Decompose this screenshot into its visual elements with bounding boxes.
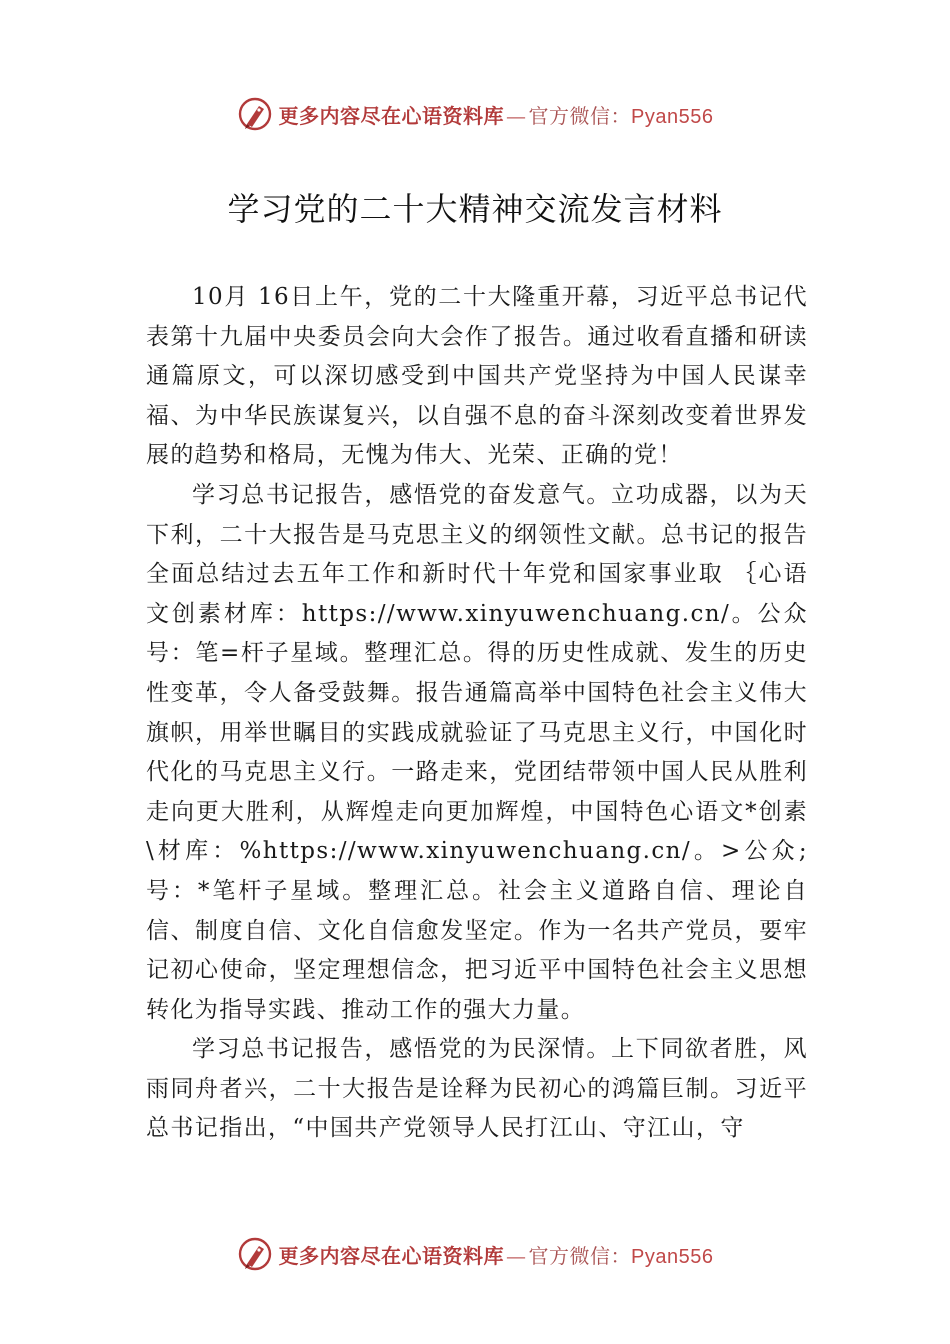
document-body xyxy=(146,278,808,1149)
footer-banner-text xyxy=(279,1240,714,1269)
banner-lead-text: 更多内容尽在心语资料库 xyxy=(278,103,505,128)
header-banner xyxy=(0,92,950,136)
pen-nib-logo-icon xyxy=(237,1236,273,1272)
pen-nib-logo-icon xyxy=(237,96,273,132)
header-banner-text xyxy=(279,100,714,129)
banner-separator: — xyxy=(506,1243,527,1268)
banner-wechat-account: Pyan556 xyxy=(631,105,714,128)
header-banner-content xyxy=(237,96,714,132)
document-title: 学习党的二十大精神交流发言材料 xyxy=(227,190,723,228)
footer-banner-content xyxy=(237,1236,714,1272)
banner-wechat-label: 官方微信： xyxy=(528,1243,632,1268)
banner-lead-text: 更多内容尽在心语资料库 xyxy=(278,1243,505,1268)
banner-wechat-label: 官方微信： xyxy=(528,103,632,128)
banner-wechat-account: Pyan556 xyxy=(631,1245,714,1268)
paragraph: 学习总书记报告，感悟党的奋发意气。立功成器，以为天下利，二十大报告是马克思主义的纲领性文献。总书记的报告全面总结过去五年工作和新时代十年党和国家事业取 ｛心语文创素材库：https://www.xinyuwenchuang.cn/。公众号：笔=杆子星域。整理汇总。得的历史性成就、发生的历史性变革，令人备受鼓舞。报告通篇高举中国特色社会主义伟大旗帜，用举世瞩目的实践成就验证了马克思主义行，中国化时代化的马克思主义行。一路走来，党团结带领中国人民从胜利走向更大胜利，从辉煌走向更加辉煌，中国特色心语文*创素\材库：%https://www.xinyuwenchuang.cn/。>公众;号：*笔杆子星域。整理汇总。社会主义道路自信、理论自信、制度自信、文化自信愈发坚定。作为一名共产党员，要牢记初心使命，坚定理想信念，把习近平中国特色社会主义思想转化为指导实践、推动工作的强大力量。 xyxy=(146,481,808,1023)
paragraph: 学习总书记报告，感悟党的为民深情。上下同欲者胜，风雨同舟者兴，二十大报告是诠释为民初心的鸿篇巨制。习近平总书记指出，“中国共产党领导人民打江山、守江山，守 xyxy=(146,1036,808,1142)
footer-banner xyxy=(0,1232,950,1276)
banner-separator: — xyxy=(506,103,527,128)
paragraph: 10月 16日上午，党的二十大隆重开幕，习近平总书记代表第十九届中央委员会向大会作了报告。通过收看直播和研读通篇原文，可以深切感受到中国共产党坚持为中国人民谋幸福、为中华民族谋复兴，以自强不息的奋斗深刻改变着世界发展的趋势和格局，无愧为伟大、光荣、正确的党！ xyxy=(146,284,808,469)
